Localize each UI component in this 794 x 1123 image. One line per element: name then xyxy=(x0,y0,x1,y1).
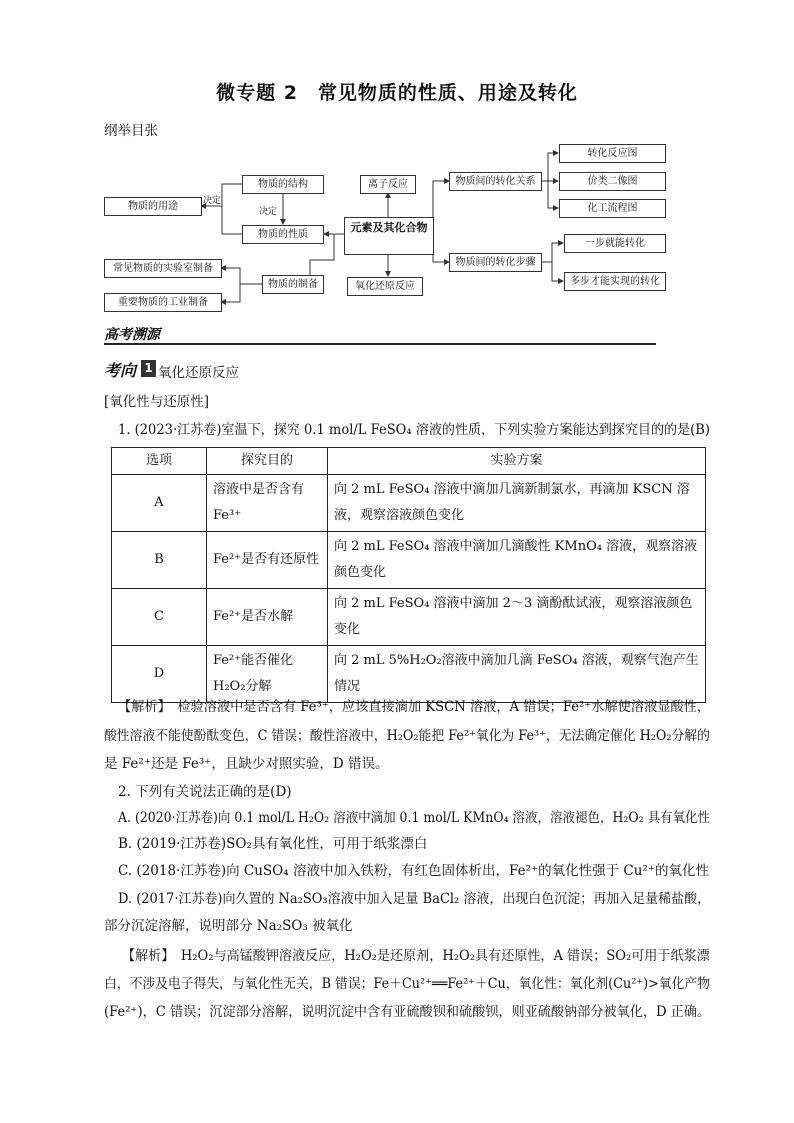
q2-option-c: C. (2018·江苏卷)向 CuSO₄ 溶液中加入铁粉，有红色固体析出，Fe²⁺的氧化性强于 Cu²⁺的氧化性 xyxy=(118,863,709,879)
node-redox-reaction: 氧化还原反应 xyxy=(347,277,423,296)
table-cell-plan: 向 2 mL FeSO₄ 溶液中滴加 2～3 滴酚酞试液，观察溶液颜色变化 xyxy=(328,589,706,646)
q2-stem: 2. 下列有关说法正确的是(D) xyxy=(118,784,292,800)
section-heading: 高考溯源 xyxy=(104,327,160,343)
kaoxiang-number-badge: 1 xyxy=(141,360,156,377)
node-usage: 物质的用途 xyxy=(104,197,202,216)
node-valence-diagram: 价类二像图 xyxy=(559,172,666,191)
node-elements-compounds: 元素及其化合物 xyxy=(344,217,434,255)
table-cell-purpose: Fe²⁺是否有还原性 xyxy=(207,532,328,589)
q1-analysis-line-2: 酸性溶液不能使酚酞变色，C 错误；酸性溶液中，H₂O₂能把 Fe²⁺氧化为 Fe³⁺，无法确定催化 H₂O₂分解的 xyxy=(104,728,710,744)
table-header: 选项 xyxy=(112,448,207,475)
table-row xyxy=(112,589,706,646)
table-cell-option: D xyxy=(112,646,207,703)
node-preparation: 物质的制备 xyxy=(262,275,324,294)
q2-analysis-line-2: 白，不涉及电子得失，与氧化性无关，B 错误；Fe＋Cu²⁺══Fe²⁺＋Cu，氧化性：氧化剂(Cu²⁺)>氧化产物 xyxy=(104,976,710,992)
kaoxiang-label: 考向 xyxy=(104,361,137,380)
label-decide-property: 决定 xyxy=(259,207,278,217)
q2-option-d-line-1: D. (2017·江苏卷)向久置的 Na₂SO₃溶液中加入足量 BaCl₂ 溶液，出现白色沉淀；再加入足量稀盐酸， xyxy=(118,891,711,907)
table-row xyxy=(112,646,706,703)
table-cell-plan: 向 2 mL 5%H₂O₂溶液中滴加几滴 FeSO₄ 溶液，观察气泡产生情况 xyxy=(328,646,706,703)
node-transform-diagram: 转化反应图 xyxy=(559,144,666,163)
node-lab-prep: 常见物质的实验室制备 xyxy=(104,259,222,278)
node-property: 物质的性质 xyxy=(242,225,324,244)
table-cell-purpose: Fe²⁺能否催化 H₂O₂分解 xyxy=(207,646,328,703)
node-ionic-reaction: 离子反应 xyxy=(360,175,416,194)
table-cell-option: A xyxy=(112,475,207,532)
table-header: 探究目的 xyxy=(207,448,328,475)
page-title: 微专题 2 常见物质的性质、用途及转化 xyxy=(216,82,578,104)
node-transform-step: 物质间的转化步骤 xyxy=(449,253,542,272)
q1-analysis-line-1: 【解析】 检验溶液中是否含有 Fe³⁺，应该直接滴加 KSCN 溶液，A 错误；Fe²⁺水解使溶液显酸性， xyxy=(118,699,711,715)
table-cell-plan: 向 2 mL FeSO₄ 溶液中滴加几滴酸性 KMnO₄ 溶液，观察溶液颜色变化 xyxy=(328,532,706,589)
table-cell-purpose: 溶液中是否含有 Fe³⁺ xyxy=(207,475,328,532)
kaoxiang-topic: 氧化还原反应 xyxy=(158,365,239,381)
node-one-step: 一步就能转化 xyxy=(564,234,666,253)
q1-analysis-line-3: 是 Fe²⁺还是 Fe³⁺，且缺少对照实验，D 错误。 xyxy=(104,756,389,772)
label-decide-usage: 决定 xyxy=(203,196,222,206)
table-cell-purpose: Fe²⁺是否水解 xyxy=(207,589,328,646)
table-cell-option: B xyxy=(112,532,207,589)
q2-option-d-line-2: 部分沉淀溶解，说明部分 Na₂SO₃ 被氧化 xyxy=(104,918,353,934)
q2-option-a: A. (2020·江苏卷)向 0.1 mol/L H₂O₂ 溶液中滴加 0.1 mol/L KMnO₄ 溶液，溶液褪色，H₂O₂ 具有氧化性 xyxy=(118,810,711,826)
table-header-row xyxy=(112,448,706,475)
table-row xyxy=(112,475,706,532)
subheading: [氧化性与还原性] xyxy=(104,394,210,410)
node-multi-step: 多步才能实现的转化 xyxy=(564,272,666,291)
section-divider xyxy=(104,343,656,345)
outline-label: 纲举目张 xyxy=(104,123,158,139)
q2-analysis-line-1: 【解析】 H₂O₂与高锰酸钾溶液反应，H₂O₂是还原剂，H₂O₂具有还原性，A 错误；SO₂可用于纸浆漂 xyxy=(122,948,710,964)
table-cell-plan: 向 2 mL FeSO₄ 溶液中滴加几滴新制氯水，再滴加 KSCN 溶液，观察溶液颜色变化 xyxy=(328,475,706,532)
node-process-diagram: 化工流程图 xyxy=(559,199,666,218)
q1-stem: 1. (2023·江苏卷)室温下，探究 0.1 mol/L FeSO₄ 溶液的性质，下列实验方案能达到探究目的的是(B) xyxy=(118,422,710,438)
node-transform-relation: 物质间的转化关系 xyxy=(449,172,542,191)
node-industrial-prep: 重要物质的工业制备 xyxy=(104,293,222,312)
q2-analysis-line-3: (Fe²⁺)，C 错误；沉淀部分溶解，说明沉淀中含有亚硫酸钡和硫酸钡，则亚硫酸钠部分被氧化，D 正确。 xyxy=(104,1004,711,1020)
table-row xyxy=(112,532,706,589)
node-structure: 物质的结构 xyxy=(242,175,324,194)
q2-option-b: B. (2019·江苏卷)SO₂具有氧化性，可用于纸浆漂白 xyxy=(118,836,428,852)
table-header: 实验方案 xyxy=(328,448,706,475)
q1-table xyxy=(111,447,706,703)
table-cell-option: C xyxy=(112,589,207,646)
